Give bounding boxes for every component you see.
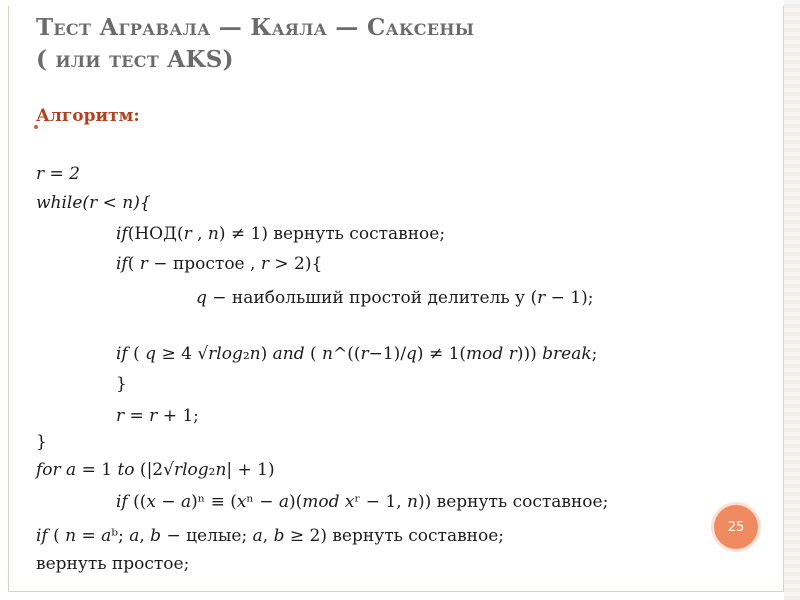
code-line: 𝑟 = 2 <box>36 164 80 184</box>
algorithm-heading: Алгоритм: <box>36 106 140 126</box>
code-line: вернуть простое; <box>36 554 190 574</box>
code-line: 𝑞 − наибольший простой делитель у (𝑟 − 1); <box>196 288 594 308</box>
slide-title-line-1: Тест Агравала — Каяла — Саксены <box>36 14 475 41</box>
code-line: 𝑖𝑓 ( 𝑞 ≥ 4 √𝑟𝑙𝑜𝑔₂𝑛) 𝑎𝑛𝑑 ( 𝑛^((𝑟−1)/𝑞) ≠ 1(𝑚𝑜𝑑 𝑟))) 𝑏𝑟𝑒𝑎𝑘; <box>116 344 598 364</box>
page-number-badge: 25 <box>714 505 758 549</box>
code-line: 𝑖𝑓(НОД(𝑟 , 𝑛) ≠ 1) вернуть составное; <box>116 224 446 244</box>
code-line: 𝑖𝑓( 𝑟 − простое , 𝑟 > 2){ <box>116 254 323 274</box>
code-line: 𝑟 = 𝑟 + 1; <box>116 406 199 426</box>
code-line: 𝑖𝑓 ((𝑥 − 𝑎)ⁿ ≡ (𝑥ⁿ − 𝑎)(𝑚𝑜𝑑 𝑥ʳ − 1, 𝑛)) вернуть составное; <box>116 492 609 512</box>
code-line: 𝑓𝑜𝑟 𝑎 = 1 𝑡𝑜 (|2√𝑟𝑙𝑜𝑔₂𝑛| + 1) <box>36 460 275 480</box>
code-line: 𝑖𝑓 ( 𝑛 = 𝑎ᵇ; 𝑎, 𝑏 − целые; 𝑎, 𝑏 ≥ 2) вернуть составное; <box>36 526 505 546</box>
code-line: 𝑤ℎ𝑖𝑙𝑒(𝑟 < 𝑛){ <box>36 193 151 213</box>
code-line: } <box>116 374 127 394</box>
code-line: } <box>36 432 47 452</box>
decorative-side-border <box>784 0 800 600</box>
slide-title-line-2: ( или тест AKS) <box>36 46 234 73</box>
